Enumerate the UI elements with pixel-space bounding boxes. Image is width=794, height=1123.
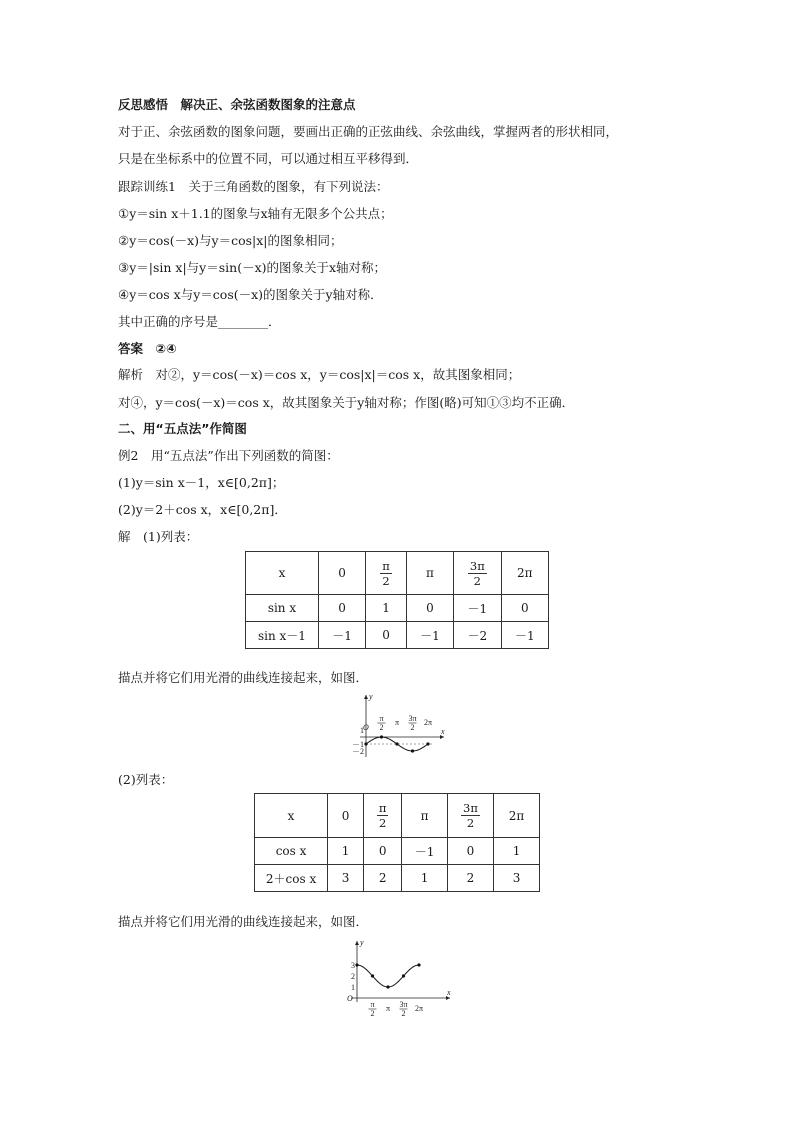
y-tick-label: 3	[351, 961, 355, 970]
table-cell: 0	[364, 838, 402, 865]
table-row	[246, 622, 549, 649]
x-tick-label: 2	[410, 723, 415, 732]
table-header-row	[246, 552, 549, 595]
data-point	[380, 735, 383, 738]
x-tick-label: 2	[370, 1009, 375, 1018]
y-arrow-icon	[364, 695, 368, 699]
table-cell: cos x	[255, 838, 328, 865]
data-point	[426, 742, 429, 745]
data-point	[395, 742, 398, 745]
table-cell: －1	[501, 622, 548, 649]
y-tick-label: －2	[352, 747, 364, 756]
analysis-line-2: 对④，y＝cos(－x)＝cos x，故其图象关于y轴对称；作图(略)可知①③均不正确．	[118, 395, 575, 410]
example-part-2: (2)y＝2＋cos x，x∈[0,2π]．	[118, 502, 287, 517]
table-cell: 1	[402, 865, 448, 892]
table-cell	[366, 552, 406, 595]
answer: 答案 ②④	[118, 341, 177, 356]
function-curve	[357, 965, 419, 987]
table-cell: 1	[328, 838, 364, 865]
data-point	[417, 963, 420, 966]
data-point	[402, 974, 405, 977]
table-cell: －1	[402, 838, 448, 865]
table-cell: π	[402, 794, 448, 838]
statement-4: ④y＝cos x与y＝cos(－x)的图象关于y轴对称．	[118, 287, 383, 302]
connect-text-1: 描点并将它们用光滑的曲线连接起来，如图．	[118, 670, 369, 685]
training-title: 跟踪训练1 关于三角函数的图象，有下列说法：	[118, 179, 389, 194]
table-cell	[364, 794, 402, 838]
y-tick-label: －1	[352, 740, 364, 749]
x-tick-label: π	[379, 714, 384, 723]
solution-part-1: 解 (1)列表：	[118, 529, 199, 544]
table-cell: x	[246, 552, 319, 595]
table-cell: sin x	[246, 595, 319, 622]
table-cell	[447, 794, 493, 838]
table-cell: －1	[454, 595, 501, 622]
statement-3: ③y＝|sin x|与y＝sin(－x)的图象关于x轴对称；	[118, 260, 387, 275]
statement-2: ②y＝cos(－x)与y＝cos|x|的图象相同；	[118, 233, 343, 248]
data-point	[364, 742, 367, 745]
x-tick-label: π	[385, 1004, 391, 1013]
table-cell: 0	[406, 595, 453, 622]
table-cell: 2π	[501, 552, 548, 595]
x-tick-label: 2π	[414, 1004, 424, 1013]
example-title: 例2 用“五点法”作出下列函数的简图：	[118, 448, 339, 463]
statement-1: ①y＝sin x＋1.1的图象与x轴有无限多个公共点；	[118, 206, 393, 221]
table-header-row	[255, 794, 540, 838]
y-tick-label: 1	[360, 726, 364, 735]
table-cell: 0	[447, 838, 493, 865]
table-cell: 0	[318, 595, 365, 622]
analysis-line-1: 解析 对②，y＝cos(－x)＝cos x，y＝cos|x|＝cos x，故其图象相同；	[118, 367, 521, 382]
x-axis-label: x	[441, 727, 445, 736]
table-cell: －1	[318, 622, 365, 649]
table-cell: 2	[364, 865, 402, 892]
table-cell: －1	[406, 622, 453, 649]
table-cell: －2	[454, 622, 501, 649]
x-tick-label: π	[370, 1000, 375, 1009]
table-cell: 0	[318, 552, 365, 595]
question: 其中正确的序号是________．	[118, 314, 281, 329]
x-tick-label: π	[394, 718, 400, 727]
fraction-3pi-2: $\frac{3\pi}{2}$	[469, 558, 485, 588]
fraction-3pi-2: $\frac{3\pi}{2}$	[463, 801, 478, 830]
reflect-body-line-1: 对于正、余弦函数的图象问题，要画出正确的正弦曲线、余弦曲线，掌握两者的形状相同，	[118, 124, 619, 139]
table-cell: 3	[494, 865, 540, 892]
section-title: 二、用“五点法”作简图	[118, 421, 247, 436]
x-tick-label: 3π	[399, 1000, 408, 1009]
fraction-pi-2: $\frac{\pi}{2}$	[382, 558, 390, 588]
x-axis-label: x	[447, 988, 451, 997]
data-point	[355, 963, 358, 966]
table-cell: 3	[328, 865, 364, 892]
y-axis-label: y	[369, 693, 373, 701]
y-tick-label: 1	[351, 983, 355, 992]
solution-part-2: (2)列表：	[118, 772, 174, 787]
fraction-pi-2: $\frac{\pi}{2}$	[378, 801, 387, 830]
data-point	[386, 985, 389, 988]
connect-text-2: 描点并将它们用光滑的曲线连接起来，如图．	[118, 914, 369, 929]
data-point	[371, 974, 374, 977]
origin-label: O	[347, 994, 353, 1003]
table-row	[255, 865, 540, 892]
value-table-1	[245, 551, 549, 649]
table-cell: 1	[366, 595, 406, 622]
reflect-title: 反思感悟 解决正、余弦函数图象的注意点	[118, 97, 356, 112]
graph-sin-x-minus-1	[346, 693, 450, 759]
table-cell: 0	[501, 595, 548, 622]
origin-label: O	[363, 723, 369, 732]
table-cell: sin x－1	[246, 622, 319, 649]
table-cell: 0	[366, 622, 406, 649]
x-tick-label: 2	[401, 1009, 406, 1018]
table-row	[255, 838, 540, 865]
example-part-1: (1)y＝sin x－1，x∈[0,2π]；	[118, 475, 285, 490]
table-cell: π	[406, 552, 453, 595]
table-cell: 2π	[494, 794, 540, 838]
y-axis-label: y	[360, 938, 364, 947]
table-cell: 1	[494, 838, 540, 865]
table-cell	[454, 552, 501, 595]
graph-2-plus-cos-x	[342, 938, 454, 1020]
data-point	[411, 749, 414, 752]
x-tick-label: 3π	[408, 714, 417, 723]
x-tick-label: 2	[379, 723, 384, 732]
table-row	[246, 595, 549, 622]
table-cell: 2	[447, 865, 493, 892]
value-table-2	[254, 793, 540, 892]
x-tick-label: 2π	[423, 718, 433, 727]
y-arrow-icon	[355, 941, 359, 945]
table-cell: 0	[328, 794, 364, 838]
reflect-body-line-2: 只是在坐标系中的位置不同，可以通过相互平移得到．	[118, 151, 419, 166]
y-tick-label: 2	[351, 972, 355, 981]
table-cell: 2＋cos x	[255, 865, 328, 892]
table-cell: x	[255, 794, 328, 838]
